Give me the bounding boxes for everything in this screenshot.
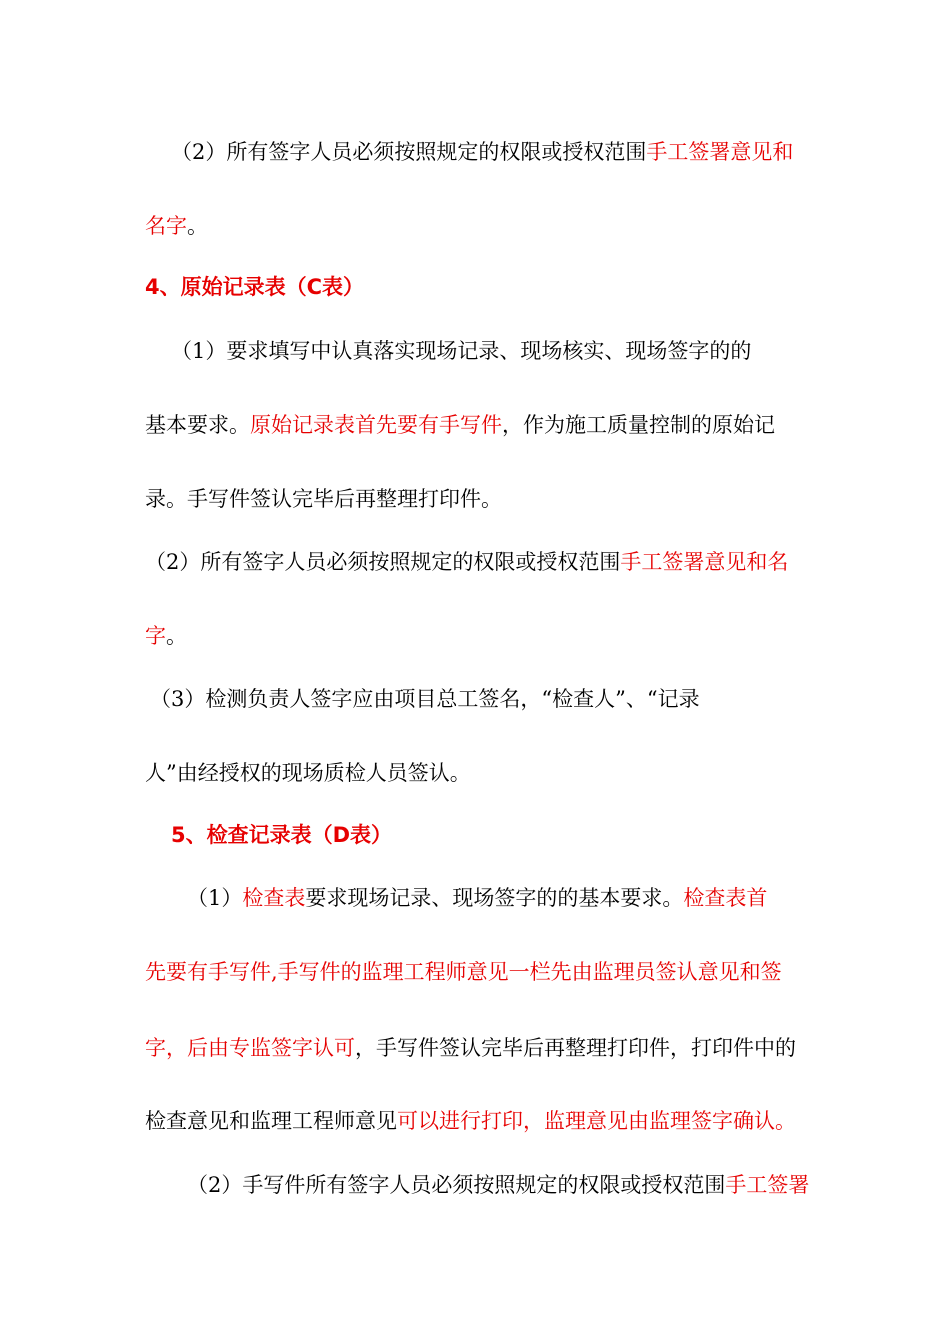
highlighted-text-run: 手工签署意见和名 [620, 550, 789, 574]
paragraph-line [145, 1034, 796, 1062]
text-run: ，作为施工质量控制的原始记 [502, 413, 775, 437]
paragraph-line [145, 212, 208, 240]
highlighted-text-run: 字，后由专监签字认可 [145, 1036, 355, 1060]
text-run: 。 [187, 214, 208, 238]
highlighted-text-run: 检查表 [242, 886, 306, 910]
highlighted-text-run: 手工签署意见和 [646, 140, 794, 164]
paragraph-line [145, 759, 471, 787]
paragraph-line [171, 337, 751, 365]
text-run: （3）检测负责人签字应由项目总工签名，“检查人”、“记录 [150, 687, 700, 711]
paragraph-line [145, 622, 187, 650]
text-run: 基本要求。 [145, 413, 250, 437]
section-heading [171, 821, 392, 849]
text-run: （2）手写件所有签字人员必须按照规定的权限或授权范围 [187, 1173, 726, 1197]
highlighted-text-run: 原始记录表首先要有手写件 [250, 413, 502, 437]
highlighted-text-run: 字 [145, 624, 166, 648]
paragraph-line [145, 548, 788, 576]
paragraph-line [187, 884, 767, 912]
text-run: （2）所有签字人员必须按照规定的权限或授权范围 [171, 140, 647, 164]
paragraph-line [145, 958, 782, 986]
text-run: （2）所有签字人员必须按照规定的权限或授权范围 [145, 550, 621, 574]
paragraph-line [145, 485, 502, 513]
section-heading-text: 4、原始记录表（C表） [145, 275, 365, 299]
paragraph-line [145, 1107, 796, 1135]
paragraph-line [150, 685, 700, 713]
highlighted-text-run: 检查表首 [683, 886, 768, 910]
section-heading-text: 5、检查记录表（D表） [171, 823, 393, 847]
paragraph-line [145, 411, 775, 439]
text-run: 。 [166, 624, 187, 648]
highlighted-text-run: 先要有手写件,手写件的监理工程师意见一栏先由监理员签认意见和签 [145, 960, 782, 984]
text-run: （1）要求填写中认真落实现场记录、现场核实、现场签字的的 [171, 339, 752, 363]
paragraph-line [187, 1171, 809, 1199]
text-run: 人”由经授权的现场质检人员签认。 [145, 761, 471, 785]
highlighted-text-run: 可以进行打印，监理意见由监理签字确认。 [397, 1109, 796, 1133]
text-run: 录。手写件签认完毕后再整理打印件。 [145, 487, 502, 511]
text-run: （1） [187, 886, 243, 910]
paragraph-line [171, 138, 793, 166]
highlighted-text-run: 名字 [145, 214, 187, 238]
section-heading [145, 273, 364, 301]
text-run: ，手写件签认完毕后再整理打印件，打印件中的 [355, 1036, 796, 1060]
text-run: 要求现场记录、现场签字的的基本要求。 [305, 886, 684, 910]
text-run: 检查意见和监理工程师意见 [145, 1109, 397, 1133]
highlighted-text-run: 手工签署 [725, 1173, 810, 1197]
